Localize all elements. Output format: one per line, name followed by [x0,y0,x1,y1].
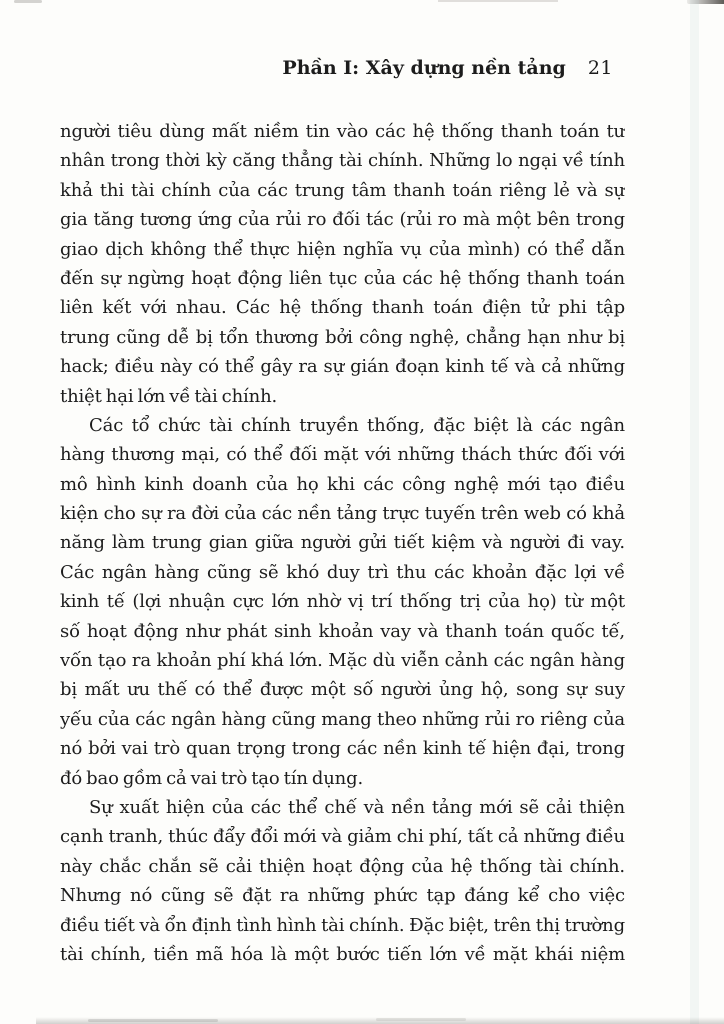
text-line: mô hình kinh doanh của họ khi các công nghệ mới tạo điều [60,473,625,495]
text-line: giao dịch không thể thực hiện nghĩa vụ của mình) có thể dẫn [60,238,625,260]
paragraph-3 [60,793,625,969]
text-line: cạnh tranh, thúc đẩy đổi mới và giảm chi phí, tất cả những điều [60,826,625,848]
text-line: điều tiết và ổn định tình hình tài chính. Đặc biệt, trên thị trường [60,914,625,936]
running-header [0,56,613,80]
text-line: Các ngân hàng cũng sẽ khó duy trì thu các khoản đặc lợi về [60,561,625,583]
paragraph-1 [60,117,625,411]
text-line: gia tăng tương ứng của rủi ro đối tác (rủi ro mà một bên trong [60,209,625,231]
text-line: năng làm trung gian giữa người gửi tiết kiệm và người đi vay. [60,532,625,554]
text-line: số hoạt động như phát sinh khoản vay và thanh toán quốc tế, [60,620,625,642]
text-line: bị mất ưu thế có thể được một số người ủng hộ, song sự suy [60,679,625,701]
text-line: đó bao gồm cả vai trò tạo tín dụng. [60,767,364,789]
paragraph-2 [60,411,625,793]
scan-artifact-top-left [14,0,42,3]
text-line: này chắc chắn sẽ cải thiện hoạt động của hệ thống tài chính. [60,855,625,877]
text-line: người tiêu dùng mất niềm tin vào các hệ thống thanh toán tư [60,121,625,142]
text-line: Sự xuất hiện của các thể chế và nền tảng mới sẽ cải thiện [89,796,625,818]
scan-artifact-top-mid [438,0,558,2]
scan-artifact-top-right [687,0,724,4]
text-line: thiệt hại lớn về tài chính. [60,385,278,407]
text-line: vốn tạo ra khoản phí khá lớn. Mặc dù viễn cảnh các ngân hàng [60,650,625,672]
body-text [60,117,625,969]
scan-artifact-bottom-shadow [36,1017,724,1024]
text-line: nó bởi vai trò quan trọng trong các nền kinh tế hiện đại, trong [60,738,625,760]
text-line: Các tổ chức tài chính truyền thống, đặc biệt là các ngân [89,414,625,436]
text-line: liên kết với nhau. Các hệ thống thanh toán điện tử phi tập [60,297,625,319]
scan-artifact-bottom-smudge [376,1018,466,1021]
text-line: kinh tế (lợi nhuận cực lớn nhờ vị trí thống trị của họ) từ một [60,591,625,613]
page-number: 21 [587,57,613,79]
text-line: hack; điều này có thể gây ra sự gián đoạn kinh tế và cả những [60,356,625,378]
scan-artifact-right-band [690,0,699,1024]
text-line: tài chính, tiền mã hóa là một bước tiến lớn về mặt khái niệm [60,943,625,965]
text-line: hàng thương mại, có thể đối mặt với những thách thức đối với [60,444,625,466]
text-line: nhân trong thời kỳ căng thẳng tài chính. Những lo ngại về tính [60,150,625,172]
text-line: trung cũng dễ bị tổn thương bởi công nghệ, chẳng hạn như bị [60,326,625,348]
text-line: khả thi tài chính của các trung tâm thanh toán riêng lẻ và sự [60,179,625,201]
scan-artifact-bottom-smudge [88,1019,218,1022]
text-line: đến sự ngừng hoạt động liên tục của các hệ thống thanh toán [60,267,625,289]
text-line: kiện cho sự ra đời của các nền tảng trực tuyến trên web có khả [60,503,625,525]
text-line: Nhưng nó cũng sẽ đặt ra những phức tạp đáng kể cho việc [60,885,625,907]
running-title: Phần I: Xây dựng nền tảng [282,57,566,79]
text-line: yếu của các ngân hàng cũng mang theo những rủi ro riêng của [60,708,625,730]
